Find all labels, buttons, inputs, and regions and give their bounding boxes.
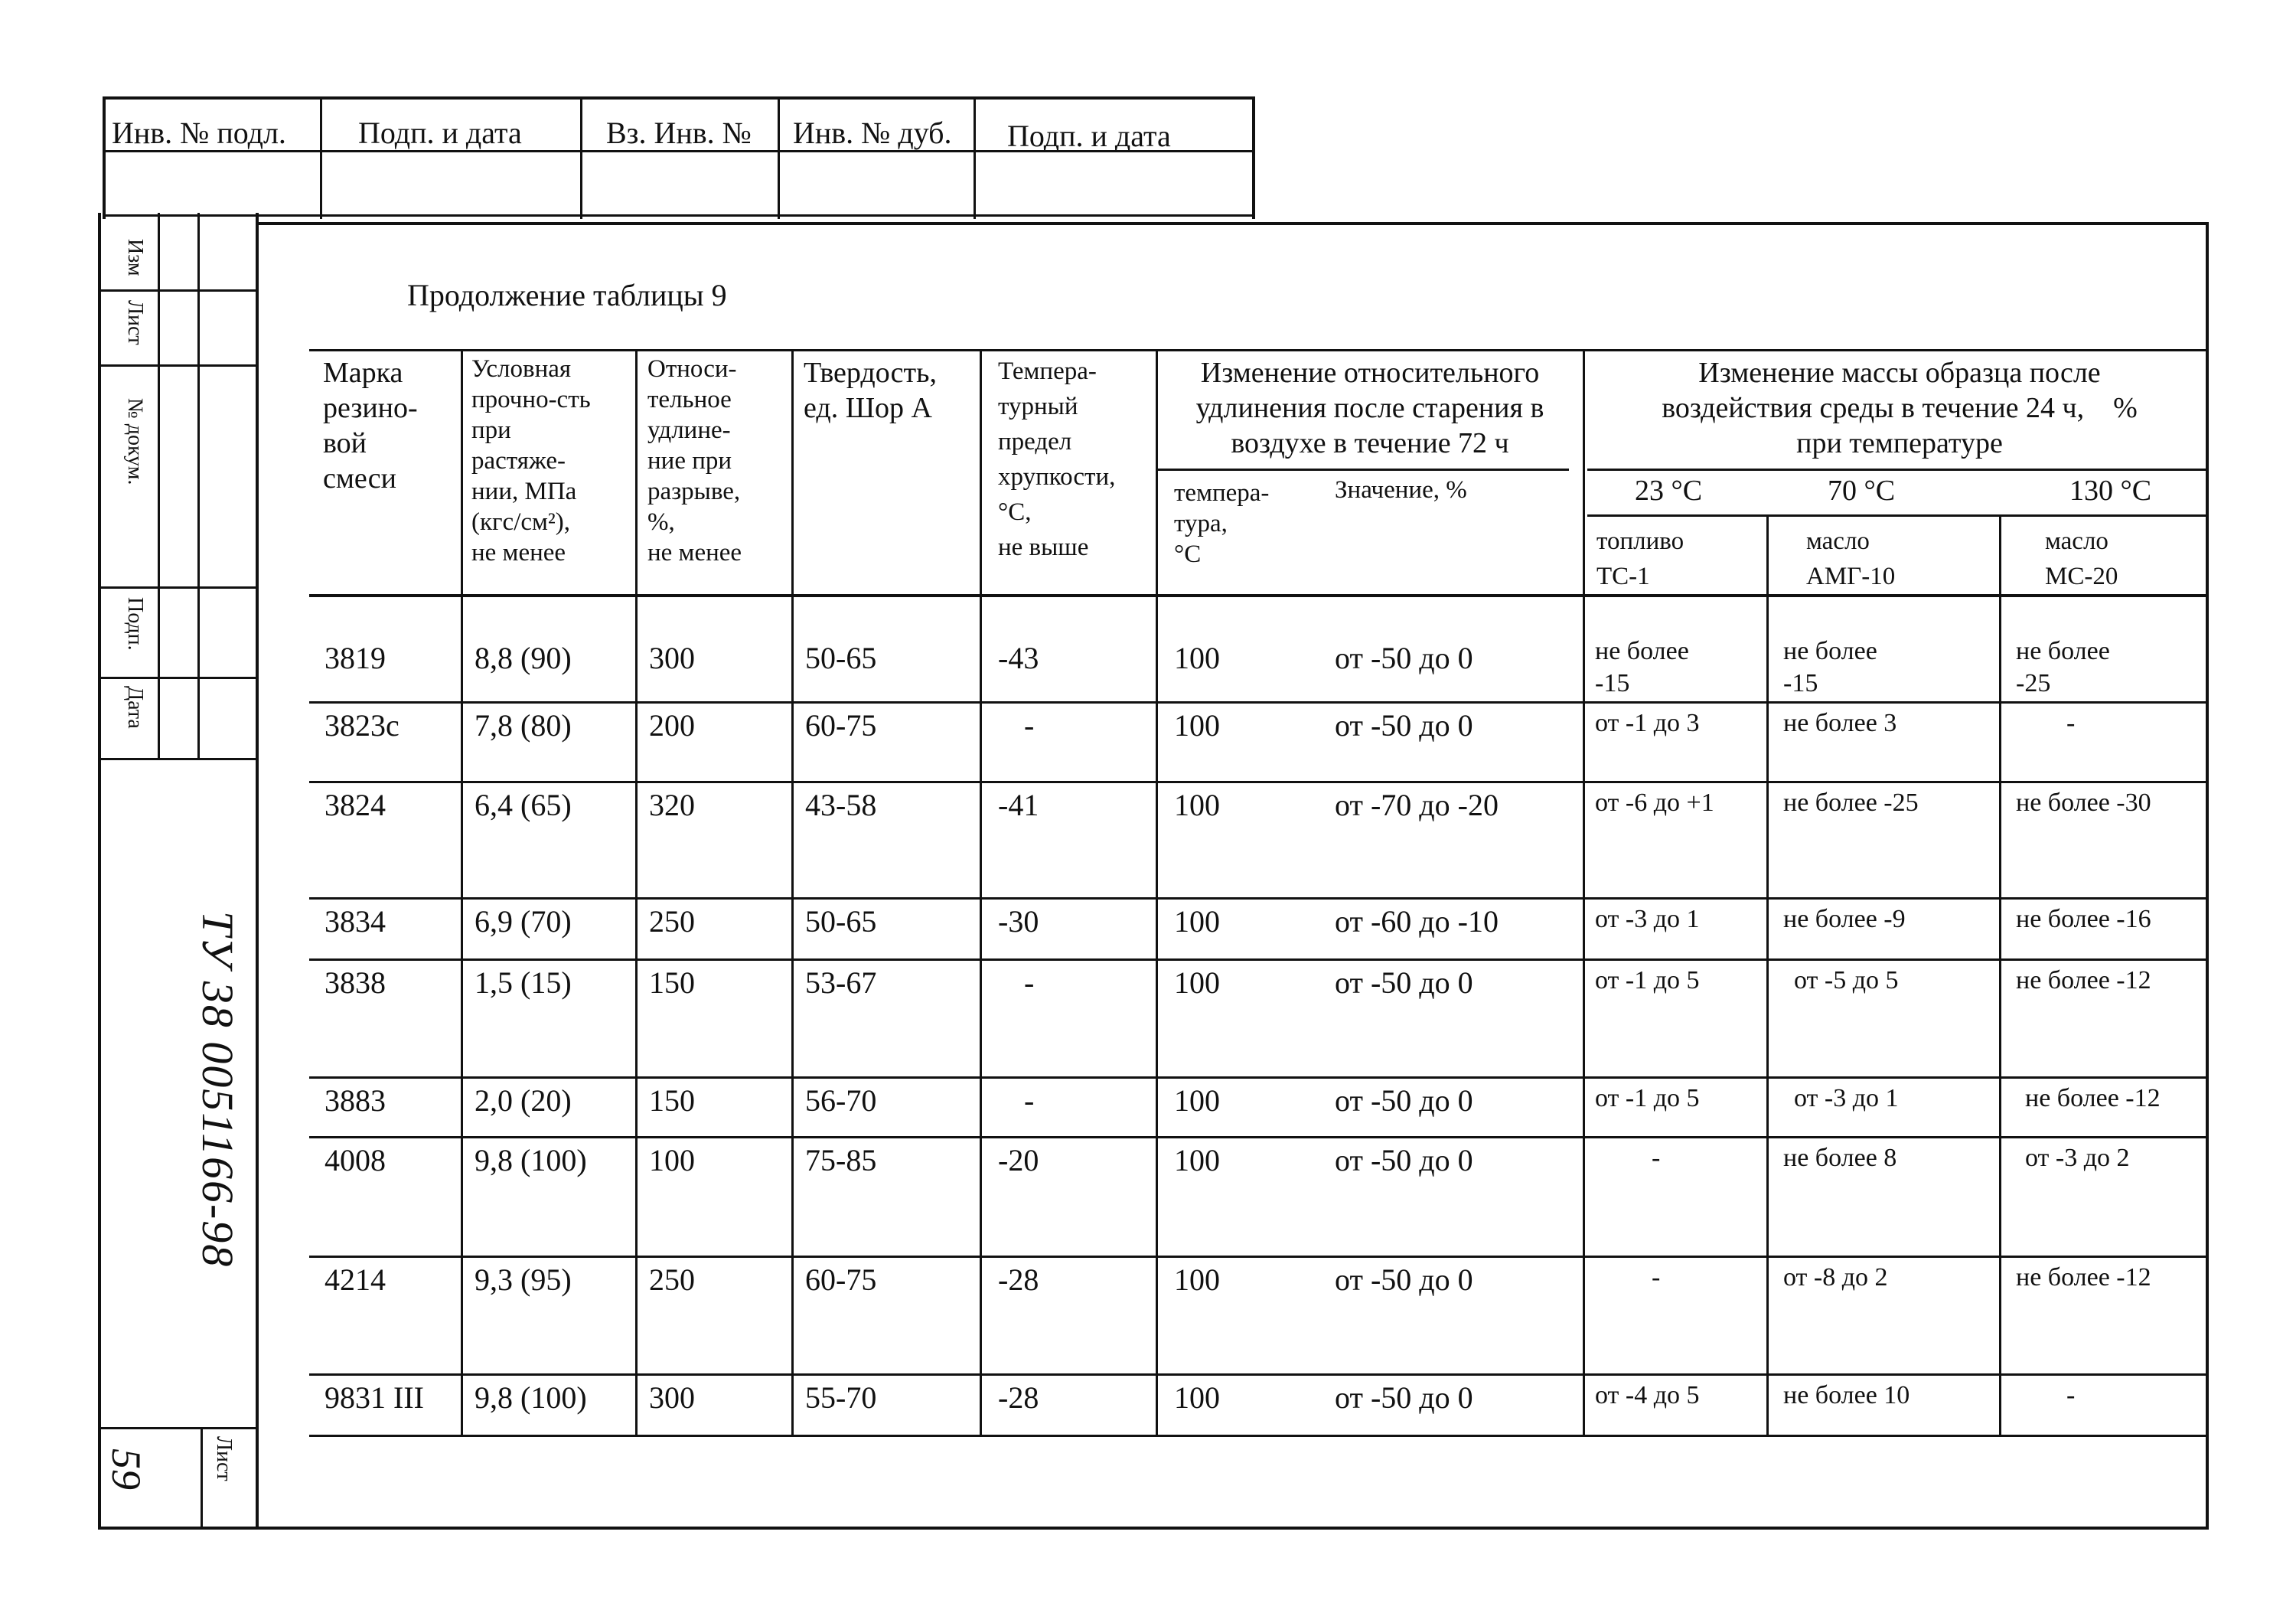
- cell-elongation: 200: [649, 708, 695, 743]
- cell-hardness: 43-58: [805, 788, 877, 822]
- cell-m2: не более -25: [1783, 789, 1919, 817]
- header-mark: Марка резино- вой смеси: [323, 357, 418, 495]
- cell-mark: 3834: [325, 904, 386, 939]
- cell-mark: 3838: [325, 965, 386, 1000]
- cell-mark: 3819: [325, 641, 386, 675]
- header-temp-130: 130 °С: [2069, 475, 2152, 507]
- cell-m2: не более -15: [1783, 637, 1877, 697]
- cell-value: от -50 до 0: [1335, 1380, 1473, 1415]
- cell-m3: -: [2066, 1381, 2076, 1409]
- cell-temp: 100: [1174, 641, 1220, 675]
- cell-mark: 4214: [325, 1262, 386, 1297]
- cell-m3: не более -12: [2016, 966, 2151, 994]
- cell-hardness: 50-65: [805, 904, 877, 939]
- cell-m2: не более -9: [1783, 905, 1906, 933]
- cell-mark: 9831 III: [325, 1380, 424, 1415]
- cell-hardness: 60-75: [805, 708, 877, 743]
- cell-m1: -: [1652, 1263, 1661, 1292]
- cell-mark: 3823с: [325, 708, 400, 743]
- cell-value: от -50 до 0: [1335, 1262, 1473, 1297]
- cell-m1: от -6 до +1: [1595, 789, 1714, 817]
- cell-temp: 100: [1174, 1262, 1220, 1297]
- cell-m1: от -1 до 5: [1595, 1084, 1700, 1112]
- header-brittleness: Темпера- турный предел хрупкости, °С, не выше: [998, 358, 1116, 561]
- cell-hardness: 60-75: [805, 1262, 877, 1297]
- cell-brittle: -: [1024, 1083, 1035, 1118]
- cell-mark: 4008: [325, 1143, 386, 1177]
- stamp-col-inv-dub: Инв. № дуб.: [793, 116, 952, 150]
- cell-m3: не более -25: [2016, 637, 2110, 697]
- cell-m1: от -3 до 1: [1595, 905, 1700, 933]
- cell-temp: 100: [1174, 708, 1220, 743]
- cell-m1: от -4 до 5: [1595, 1381, 1700, 1409]
- cell-m2: не более 10: [1783, 1381, 1910, 1409]
- cell-temp: 100: [1174, 1143, 1220, 1177]
- cell-strength: 9,8 (100): [475, 1143, 587, 1177]
- cell-m3: не более -30: [2016, 789, 2151, 817]
- cell-brittle: -: [1024, 708, 1035, 743]
- cell-m2: от -3 до 1: [1794, 1084, 1899, 1112]
- cell-m1: -: [1652, 1144, 1661, 1172]
- cell-brittle: -41: [998, 788, 1039, 822]
- cell-elongation: 300: [649, 1380, 695, 1415]
- cell-hardness: 53-67: [805, 965, 877, 1000]
- cell-m1: от -1 до 5: [1595, 966, 1700, 994]
- cell-m3: не более -16: [2016, 905, 2151, 933]
- side-label-data: Дата: [123, 686, 147, 729]
- cell-elongation: 250: [649, 904, 695, 939]
- header-hardness: Твердость, ед. Шор А: [804, 357, 937, 424]
- side-label-list: Лист: [123, 300, 147, 345]
- cell-strength: 8,8 (90): [475, 641, 572, 675]
- header-aging-value: Значение, %: [1335, 476, 1467, 504]
- cell-elongation: 150: [649, 965, 695, 1000]
- cell-hardness: 50-65: [805, 641, 877, 675]
- cell-temp: 100: [1174, 1083, 1220, 1118]
- cell-m2: не более 8: [1783, 1144, 1897, 1172]
- cell-strength: 9,8 (100): [475, 1380, 587, 1415]
- cell-value: от -50 до 0: [1335, 1143, 1473, 1177]
- document-code: ТУ 38 0051166-98: [193, 911, 243, 1269]
- cell-value: от -50 до 0: [1335, 641, 1473, 675]
- cell-mark: 3824: [325, 788, 386, 822]
- cell-strength: 9,3 (95): [475, 1262, 572, 1297]
- cell-value: от -50 до 0: [1335, 1083, 1473, 1118]
- header-elongation: Относи- тельное удлине- ние при разрыве, %, не менее: [647, 355, 742, 567]
- cell-hardness: 55-70: [805, 1380, 877, 1415]
- cell-elongation: 320: [649, 788, 695, 822]
- side-label-dokum: № докум.: [123, 398, 147, 485]
- cell-m3: не более -12: [2016, 1263, 2151, 1292]
- side-label-podp: Подп.: [123, 597, 147, 651]
- sheet-number: 59: [103, 1448, 149, 1490]
- cell-m1: не более -15: [1595, 637, 1689, 697]
- header-strength: Условная прочно-сть при растяже- нии, МПа (кгс/см²), не менее: [471, 355, 591, 567]
- stamp-col-vz-inv: Вз. Инв. №: [606, 116, 752, 150]
- cell-value: от -50 до 0: [1335, 965, 1473, 1000]
- header-aging-temp: темпера- тура, °С: [1174, 479, 1270, 568]
- header-aging-group: Изменение относительного удлинения после старения в воздухе в течение 72 ч: [1195, 357, 1544, 459]
- cell-brittle: -28: [998, 1262, 1039, 1297]
- cell-brittle: -28: [998, 1380, 1039, 1415]
- cell-temp: 100: [1174, 788, 1220, 822]
- cell-m3: -: [2066, 709, 2076, 737]
- sheet-label: Лист: [212, 1436, 236, 1481]
- cell-mark: 3883: [325, 1083, 386, 1118]
- cell-elongation: 150: [649, 1083, 695, 1118]
- cell-m2: от -5 до 5: [1794, 966, 1899, 994]
- cell-value: от -70 до -20: [1335, 788, 1499, 822]
- side-label-izm: Изм: [123, 239, 147, 276]
- cell-m1: от -1 до 3: [1595, 709, 1700, 737]
- cell-strength: 1,5 (15): [475, 965, 572, 1000]
- cell-brittle: -30: [998, 904, 1039, 939]
- stamp-col-podp-data-2: Подп. и дата: [1007, 119, 1171, 153]
- cell-strength: 6,9 (70): [475, 904, 572, 939]
- stamp-col-inv-podl: Инв. № подл.: [112, 116, 286, 150]
- cell-value: от -50 до 0: [1335, 708, 1473, 743]
- cell-m3: не более -12: [2025, 1084, 2161, 1112]
- cell-hardness: 56-70: [805, 1083, 877, 1118]
- cell-m2: не более 3: [1783, 709, 1897, 737]
- header-medium-3: масло МС-20: [2045, 527, 2118, 590]
- cell-temp: 100: [1174, 904, 1220, 939]
- header-mass-group: Изменение массы образца после воздействия среды в течение 24 ч, % при температуре: [1662, 357, 2138, 459]
- header-temp-23: 23 °С: [1635, 475, 1703, 507]
- cell-strength: 2,0 (20): [475, 1083, 572, 1118]
- cell-brittle: -: [1024, 965, 1035, 1000]
- header-temp-70: 70 °С: [1828, 475, 1896, 507]
- header-medium-2: масло АМГ-10: [1806, 527, 1896, 590]
- stamp-col-podp-data: Подп. и дата: [358, 116, 522, 150]
- cell-strength: 6,4 (65): [475, 788, 572, 822]
- cell-elongation: 100: [649, 1143, 695, 1177]
- cell-brittle: -20: [998, 1143, 1039, 1177]
- header-medium-1: топливо ТС-1: [1596, 527, 1684, 590]
- cell-strength: 7,8 (80): [475, 708, 572, 743]
- cell-m2: от -8 до 2: [1783, 1263, 1888, 1292]
- cell-temp: 100: [1174, 1380, 1220, 1415]
- cell-brittle: -43: [998, 641, 1039, 675]
- cell-m3: от -3 до 2: [2025, 1144, 2130, 1172]
- cell-value: от -60 до -10: [1335, 904, 1499, 939]
- table-caption: Продолжение таблицы 9: [407, 278, 727, 312]
- cell-elongation: 300: [649, 641, 695, 675]
- cell-hardness: 75-85: [805, 1143, 877, 1177]
- cell-temp: 100: [1174, 965, 1220, 1000]
- cell-elongation: 250: [649, 1262, 695, 1297]
